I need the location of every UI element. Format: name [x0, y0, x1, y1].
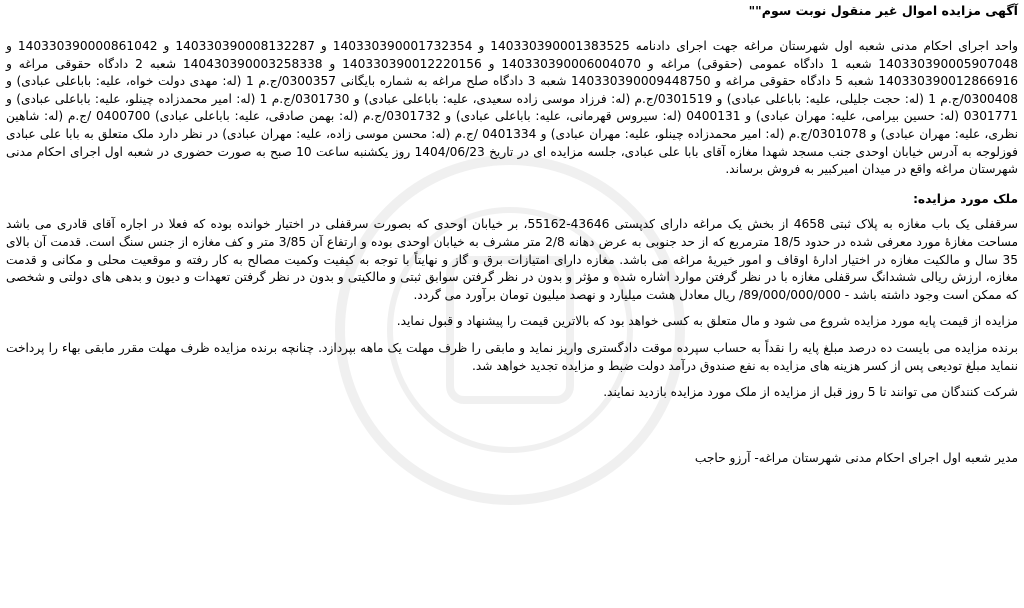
- property-heading: ملک مورد مزایده:: [913, 191, 1018, 206]
- signature: مدیر شعبه اول اجرای احکام مدنی شهرستان مراغه- آرزو حاجب: [694, 450, 1018, 465]
- notice-title: آگهی مزایده اموال غیر منقول نوبت سوم"": [748, 3, 1018, 18]
- notice-body: [6, 2, 1018, 467]
- property-description: سرقفلی یک باب مغازه به پلاک ثبتی 4658 از بخش یک مراغه دارای کدپستی 43646-55162، بر خیابان اوحدی که بصورت سرقفلی در اختیار خوانده بوده که فعلا در اجاره آقای قادری می باشد مساحت مغازهٔ مورد معرفی شده در حدود 18/5 مترمربع که از حد جنوبی به عرض دهانه 2/8 متر مشرف به خیابان اوحدی بوده و ارتفاع آن 3/85 متر و کف مغازه از جنس سنگ است. قدمت آن بالای 35 سال و مالکیت مغازه در اختیار ادارهٔ اوقاف و امور خیریهٔ مراغه می باشد. مغازه دارای امتیازات برق و گاز و نهایتاً با توجه به کیفیت وکمیت مصالح به کار رفته و موقعیت محلی و مکانی و قدمت مغازه، ارزش ریالی ششدانگ سرقفلی مغازه با در نظر گرفتن موارد اشاره شده و مؤثر و بدون در نظر گرفتن سوابق ثبتی و مالکیتی و بدون در نظر گرفتن تعهدات و دیون و بدهی های دولتی و شخصی که ممکن است وجود داشته باشد - 89/000/000/000/ ریال معادل هشت میلیارد و نهصد میلیون تومان برآورد می گردد.: [6, 217, 1018, 302]
- base-price-note: مزایده از قیمت پایه مورد مزایده شروع می شود و مال متعلق به کسی خواهد بود که بالاترین قیمت را پیشنهاد و قبول نماید.: [396, 314, 1018, 329]
- intro-paragraph: واحد اجرای احکام مدنی شعبه اول شهرستان مراغه جهت اجرای دادنامه 140330390001383525 و 140330390001732354 و 140330390008132287 و 140330390000861042 و 140330390005907048 شعبه 1 دادگاه عمومی (حقوقی) مراغه و 140330390006004070 و 140330390012220156 و 140430390003258338 شعبه 2 دادگاه حقوقی مراغه و 140330390012866916 شعبه 5 دادگاه حقوقی مراغه و 140330390009448750 شعبه 3 دادگاه صلح مراغه به شماره بایگانی 0300357/ج.م 1 (له: مهدی دولت خواه، علیه: باباعلی عبادی) و 0300408/ج.م 1 (له: حجت جلیلی، علیه: باباعلی عبادی) و 0301519/ج.م (له: فرزاد موسی زاده سعیدی، علیه: باباعلی عبادی) و 0301730/ج.م 1 (له: امیر محمدزاده چینلو، علیه: باباعلی عبادی) و 0301771 (له: حسین بیرامی، علیه: مهران عبادی) و 0400131 (له: سیروس قهرمانی، علیه: باباعلی عبادی) و 0301732/ج.م (له: بهمن صادقی، علیه: باباعلی عبادی) 0400700 /ج.م (له: شاهین نظری، علیه: مهران عبادی) و 0301078/ج.م (له: امیر محمدزاده چینلو، علیه: مهران عبادی) و 0401334 /ج.م (له: محسن موسی زاده، علیه: مهران عبادی) در نظر دارد ملک متعلق به بابا علی عبادی فوزلوجه به آدرس خیابان اوحدی جنب مسجد شهدا مغازه آقای بابا علی عبادی، جلسه مزایده ای در تاریخ 1404/06/23 روز یکشنبه ساعت 10 صبح به صورت حضوری در شعبه اول اجرای احکام مدنی شهرستان مراغه واقع در میدان امیرکبیر به فروش برساند.: [6, 39, 1019, 177]
- visit-note: شرکت کنندگان می توانند تا 5 روز قبل از مزایده از ملک مورد مزایده بازدید نمایند.: [603, 385, 1018, 400]
- winner-terms: برنده مزایده می بایست ده درصد مبلغ پایه را نقداً به حساب سپرده موقت دادگستری واریز نماید و مابقی را ظرف مهلت یک ماهه بپردازد. چنانچه برنده مزایده ظرف مهلت مقرر مابقی بهاء را پرداخت ننماید مبلغ تودیعی پس از کسر هزینه های مزایده به نفع صندوق درآمد دولت ضبط و مزایده تجدید خواهد شد.: [6, 340, 1018, 373]
